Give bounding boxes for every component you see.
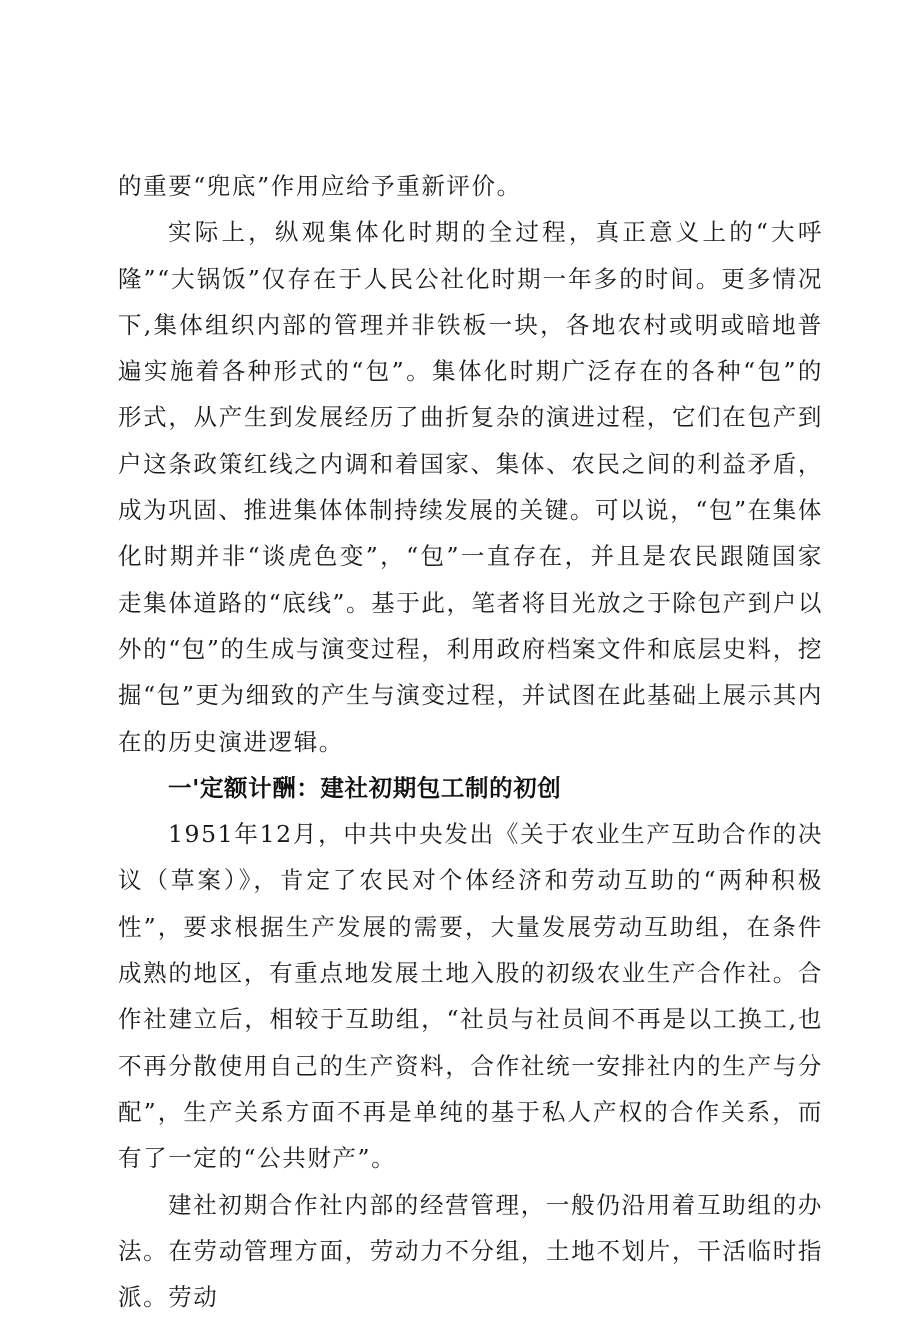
paragraph-continuation: 的重要“兜底”作用应给予重新评价。 [118,172,522,200]
paragraph-early-cooperative-management: 建社初期合作社内部的经营管理，一般仍沿用着互助组的办法。在劳动管理方面，劳动力不分组，土地不划片，干活临时指派。劳动 [118,1190,823,1312]
paragraph-collectivization-overview: 实际上，纵观集体化时期的全过程，真正意义上的“大呼隆”“大锅饭”仅存在于人民公社化时期一年多的时间。更多情况下,集体组织内部的管理并非铁板一块，各地农村或明或暗地普遍实施着各种形式的“包”。集体化时期广泛存在的各种“包”的形式，从产生到发展经历了曲折复杂的演进过程，它们在包产到户这条政策红线之内调和着国家、集体、农民之间的利益矛盾，成为巩固、推进集体体制持续发展的关键。可以说，“包”在集体化时期并非“谈虎色变”，“包”一直存在，并且是农民跟随国家走集体道路的“底线”。基于此，笔者将目光放之于除包产到户以外的“包”的生成与演变过程，利用政府档案文件和底层史料，挖掘“包”更为细致的产生与演变过程，并试图在此基础上展示其内在的历史演进逻辑。 [118,218,823,756]
paragraph-1951-resolution: 1951年12月，中共中央发出《关于农业生产互助合作的决议（草案）》，肯定了农民对个体经济和劳动互助的“两种积极性”，要求根据生产发展的需要，大量发展劳动互助组，在条件成熟的地区，有重点地发展土地入股的初级农业生产合作社。合作社建立后，相较于互助组，“社员与社员间不再是以工换工,也不再分散使用自己的生产资料，合作社统一安排社内的生产与分配”，生产关系方面不再是单纯的基于私人产权的合作关系，而有了一定的“公共财产”。 [118,820,823,1173]
body-text [118,163,823,1320]
section-heading: 一'定额计酬：建社初期包工制的初创 [168,773,562,802]
